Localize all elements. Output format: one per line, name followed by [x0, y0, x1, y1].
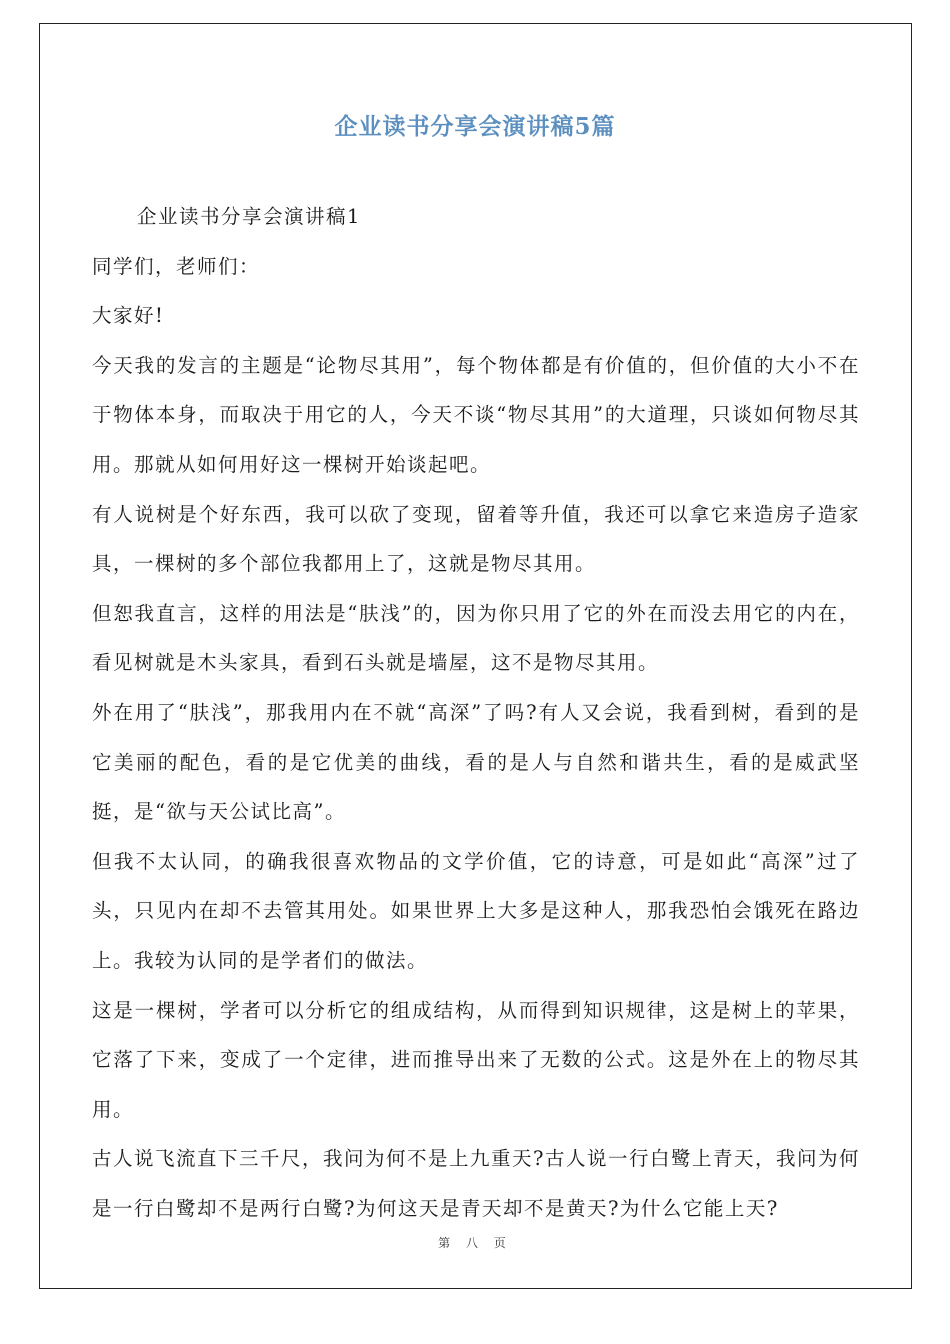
body-paragraph: 这是一棵树，学者可以分析它的组成结构，从而得到知识规律，这是树上的苹果，它落了下来，变成了一个定律，进而推导出来了无数的公式。这是外在上的物尽其用。 — [92, 998, 860, 1121]
section-heading: 企业读书分享会演讲稿1 — [137, 205, 361, 228]
body-paragraph: 外在用了“肤浅”，那我用内在不就“高深”了吗?有人又会说，我看到树，看到的是它美丽的配色，看的是它优美的曲线，看的是人与自然和谐共生，看的是威武坚挺，是“欲与天公试比高”。 — [92, 700, 860, 824]
greeting: 大家好! — [92, 304, 165, 328]
document-body — [92, 192, 860, 1233]
salutation: 同学们，老师们： — [92, 254, 261, 278]
body-paragraph: 但恕我直言，这样的用法是“肤浅”的，因为你只用了它的外在而没去用它的内在，看见树就是木头家具，看到石头就是墙屋，这不是物尽其用。 — [92, 601, 860, 675]
body-paragraph: 古人说飞流直下三千尺，我问为何不是上九重天?古人说一行白鹭上青天，我问为何是一行白鹭却不是两行白鹭?为何这天是青天却不是黄天?为什么它能上天? — [92, 1147, 860, 1220]
page-number: 第 八 页 — [438, 1236, 512, 1250]
body-paragraph: 但我不太认同，的确我很喜欢物品的文学价值，它的诗意，可是如此“高深”过了头，只见内在却不去管其用处。如果世界上大多是这种人，那我恐怕会饿死在路边上。我较为认同的是学者们的做法。 — [92, 849, 860, 972]
body-paragraph: 有人说树是个好东西，我可以砍了变现，留着等升值，我还可以拿它来造房子造家具，一棵树的多个部位我都用上了，这就是物尽其用。 — [92, 502, 860, 576]
document-title: 企业读书分享会演讲稿5篇 — [334, 113, 616, 140]
body-paragraph: 今天我的发言的主题是“论物尽其用”，每个物体都是有价值的，但价值的大小不在于物体本身，而取决于用它的人，今天不谈“物尽其用”的大道理，只谈如何物尽其用。那就从如何用好这一棵树开始谈起吧。 — [92, 353, 860, 476]
